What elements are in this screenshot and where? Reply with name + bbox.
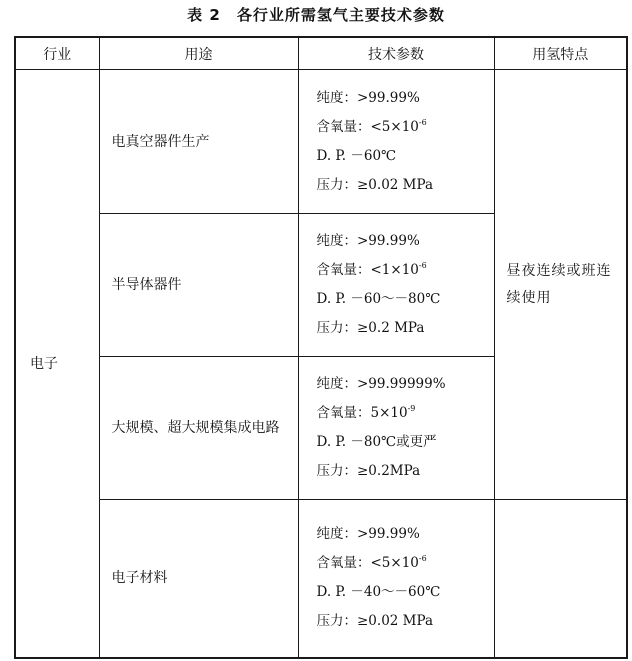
oxygen-value: 含氧量：$<5\times 10^{-6}$: [316, 554, 427, 572]
pressure-value: 压力：≥0.02 MPa: [316, 613, 434, 630]
table-number: 表 2: [187, 6, 221, 24]
params-cell: [298, 214, 494, 357]
oxygen-value: 含氧量：$<5\times 10^{-6}$: [316, 117, 427, 135]
pressure-value: 压力：≥0.2MPa: [316, 463, 421, 479]
feature-cell: 昼夜连续或班连续使用: [494, 70, 627, 500]
purity-value: 纯度：>99.99%: [316, 89, 420, 106]
pressure-value: 压力：≥0.2 MPa: [316, 320, 425, 336]
use-cell: 电子材料: [99, 500, 298, 658]
use-cell: 半导体器件: [99, 214, 298, 357]
table-row: [15, 70, 627, 214]
table-caption: [0, 4, 632, 25]
params-cell: [298, 70, 494, 214]
dew-point-value: D. P. －40～－60℃: [316, 584, 441, 601]
hydrogen-parameters-table: [14, 36, 628, 659]
purity-value: 纯度：>99.99999%: [316, 376, 446, 392]
dew-point-value: D. P. －60℃: [316, 147, 397, 164]
industry-cell: 电子: [15, 70, 99, 658]
oxygen-value: 含氧量：$5\times 10^{-9}$: [316, 404, 416, 421]
header-parameters: 技术参数: [298, 37, 494, 70]
header-row: [15, 37, 627, 70]
header-industry: 行业: [15, 37, 99, 70]
params-cell: [298, 500, 494, 658]
use-cell: 电真空器件生产: [99, 70, 298, 214]
header-feature: 用氢特点: [494, 37, 627, 70]
header-use: 用途: [99, 37, 298, 70]
purity-value: 纯度：>99.99%: [316, 526, 420, 543]
pressure-value: 压力：≥0.02 MPa: [316, 176, 434, 193]
oxygen-value: 含氧量：$<1\times 10^{-6}$: [316, 261, 427, 278]
dew-point-value: D. P. －80℃或更严: [316, 434, 437, 450]
params-cell: [298, 357, 494, 500]
feature-cell-empty: [494, 500, 627, 658]
table-title: 各行业所需氢气主要技术参数: [236, 6, 445, 24]
dew-point-value: D. P. －60～－80℃: [316, 291, 441, 307]
purity-value: 纯度：>99.99%: [316, 233, 420, 249]
use-cell: 大规模、超大规模集成电路: [99, 357, 298, 500]
table-row: [15, 500, 627, 658]
